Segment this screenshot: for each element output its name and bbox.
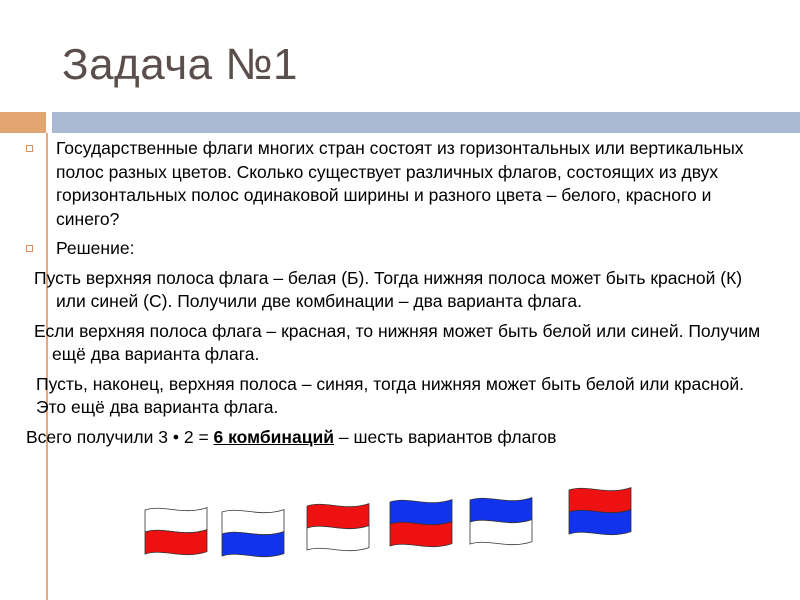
solution-paragraph-3: Пусть, наконец, верхняя полоса – синяя, тогда нижняя может быть белой или красной. Это ещё два варианта флага.: [36, 373, 744, 417]
solution-label: Решение:: [56, 238, 135, 258]
flag-bottom-stripe: [390, 522, 452, 547]
header-accent-orange: [0, 112, 46, 133]
flag-bottom-stripe: [569, 510, 631, 535]
flag-bottom-stripe: [145, 530, 207, 555]
bullet-square-icon: [26, 145, 33, 152]
flag-top-stripe: [569, 488, 631, 513]
summary-prefix: Всего получили 3 • 2 =: [26, 426, 214, 447]
bullet-problem: [0, 137, 800, 231]
bullet-solution: [0, 237, 800, 261]
flag-white-red: [145, 508, 207, 555]
summary-highlight: 6 комбинаций: [213, 426, 334, 447]
summary-suffix: – шесть вариантов флагов: [334, 426, 557, 447]
flag-bottom-stripe: [307, 526, 369, 551]
flag-blue-red: [390, 500, 452, 547]
flag-top-stripe: [145, 508, 207, 533]
slide-title: Задача №1: [62, 40, 299, 89]
flag-top-stripe: [470, 498, 532, 523]
problem-text: Государственные флаги многих стран состоят из горизонтальных или вертикальных полос разных цветов. Сколько существует различных флагов, состоящих из двух горизонтальных полос одинаковой ширины и разного цвета – белого, красного и синего?: [56, 138, 744, 229]
header-accent-blue: [52, 112, 800, 133]
flags-illustration: [0, 480, 800, 600]
flag-bottom-stripe: [470, 520, 532, 545]
flag-blue-white: [470, 498, 532, 545]
flag-top-stripe: [222, 510, 284, 535]
flag-top-stripe: [307, 504, 369, 529]
solution-paragraph-2: Если верхняя полоса флага – красная, то нижняя может быть белой или синей. Получим ещё два варианта флага.: [34, 320, 761, 364]
solution-paragraph-1: Пусть верхняя полоса флага – белая (Б). Тогда нижняя полоса может быть красной (К) или синей (С). Получили две комбинации – два варианта флага.: [34, 267, 743, 311]
flag-white-blue: [222, 510, 284, 557]
flag-top-stripe: [390, 500, 452, 525]
flag-bottom-stripe: [222, 532, 284, 557]
summary-line: [26, 426, 800, 450]
flag-red-white: [307, 504, 369, 551]
flag-red-blue: [569, 488, 631, 535]
slide-body: [0, 137, 800, 449]
bullet-square-icon: [26, 245, 33, 252]
